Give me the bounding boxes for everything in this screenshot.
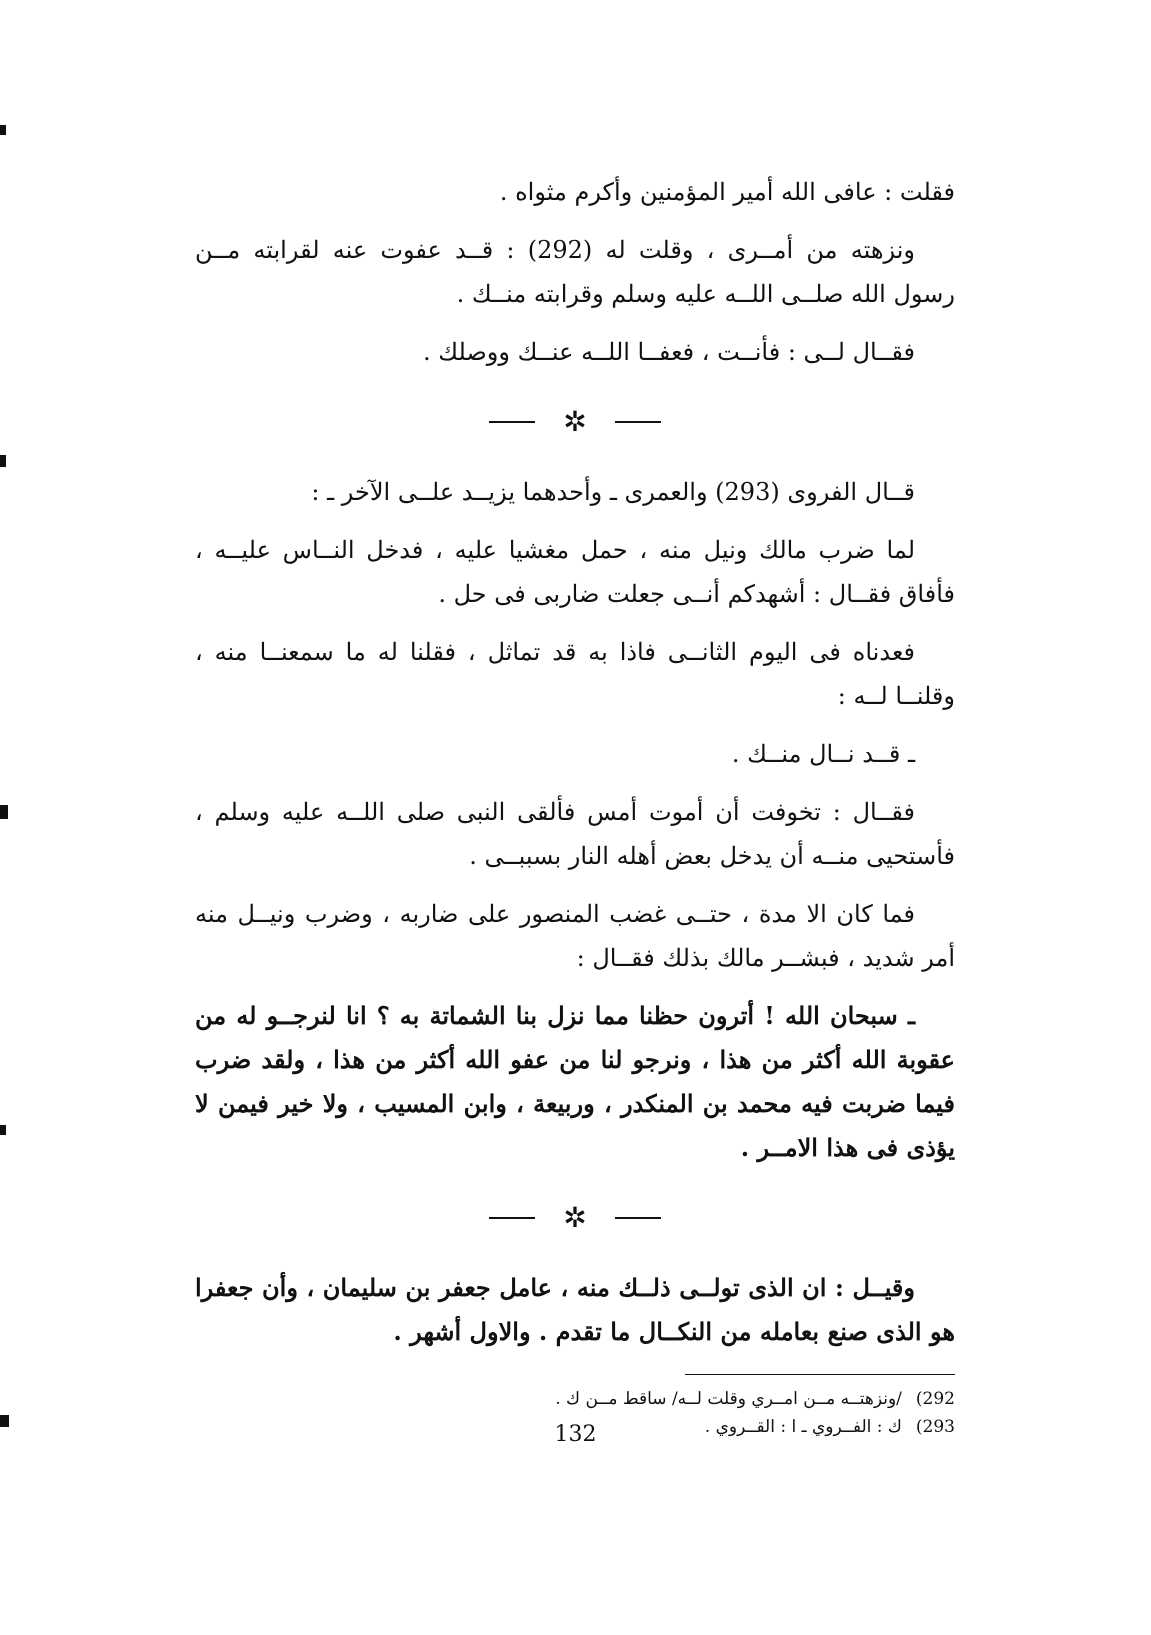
scan-edge-mark	[0, 805, 8, 819]
separator-line	[615, 1217, 661, 1219]
page-number: 132	[554, 1422, 597, 1447]
scan-edge-mark	[0, 1415, 9, 1427]
separator-line	[615, 421, 661, 423]
footnote-number: 293)	[915, 1417, 955, 1437]
footnote-number: 292)	[915, 1389, 955, 1409]
footnote-text: /ونزهتــه مــن امــري وقلت لــه/ ساقط مــن ك .	[555, 1389, 902, 1409]
scan-edge-mark	[0, 1125, 6, 1135]
paragraph: فما كان الا مدة ، حتــى غضب المنصور على ضاربه ، وضرب ونيــل منه أمر شديد ، فبشــر مالك بذلك فقــال :	[195, 900, 955, 972]
section-separator	[195, 392, 955, 452]
paragraph: فقــال لــى : فأنــت ، فعفــا اللــه عنــك ووصلك .	[422, 338, 915, 366]
paragraph: لما ضرب مالك ونيل منه ، حمل مغشيا عليه ، فدخل النــاس عليــه ، فأفاق فقــال : أشهدكم أنــى جعلت ضاربى فى حل .	[195, 536, 955, 608]
scan-edge-mark	[0, 125, 6, 135]
footnote	[195, 1385, 955, 1413]
paragraph: ونزهته من أمــرى ، وقلت له (292) : قــد عفوت عنه لقرابته مــن رسول الله صلــى اللــه عليه وسلم وقرابته منــك .	[195, 236, 955, 308]
paragraph: ـ سبحان الله ! أترون حظنا مما نزل بنا الشماتة به ؟ انا لنرجــو له من عقوبة الله أكثر من هذا ، ونرجو لنا من عفو الله أكثر من هذا ، ولقد ضرب فيما ضربت فيه محمد بن المنكدر ، وربيعة ، وابن المسيب ، ولا خير فيمن لا يؤذى فى هذا الامــر .	[195, 1001, 956, 1162]
section-separator	[195, 1188, 955, 1248]
separator-line	[489, 1217, 535, 1219]
asterisk-ornament-icon: ✲	[563, 405, 587, 438]
asterisk-ornament-icon: ✲	[563, 1201, 587, 1234]
separator-line	[489, 421, 535, 423]
footnote-divider	[685, 1374, 955, 1375]
footnote-text: ك : الفــروي ـ ا : القــروي .	[704, 1417, 902, 1437]
book-page	[195, 170, 955, 1490]
paragraph: وقيــل : ان الذى تولــى ذلــك منه ، عامل جعفر بن سليمان ، وأن جعفرا هو الذى صنع بعامله من النكــال ما تقدم . والاول أشهر .	[195, 1273, 955, 1346]
paragraph: قــال الفروى (293) والعمرى ـ وأحدهما يزيــد علــى الآخر ـ :	[311, 478, 915, 506]
paragraph: ـ قــد نــال منــك .	[731, 740, 915, 768]
scan-edge-mark	[0, 455, 6, 467]
paragraph: فعدناه فى اليوم الثانــى فاذا به قد تماثل ، فقلنا له ما سمعنــا منه ، وقلنــا لــه :	[195, 638, 955, 710]
paragraph: فقــال : تخوفت أن أموت أمس فألقى النبى صلى اللــه عليه وسلم ، فأستحيى منــه أن يدخل بعض أهله النار بسببــى .	[195, 798, 955, 870]
paragraph: فقلت : عافى الله أمير المؤمنين وأكرم مثواه .	[499, 178, 955, 206]
